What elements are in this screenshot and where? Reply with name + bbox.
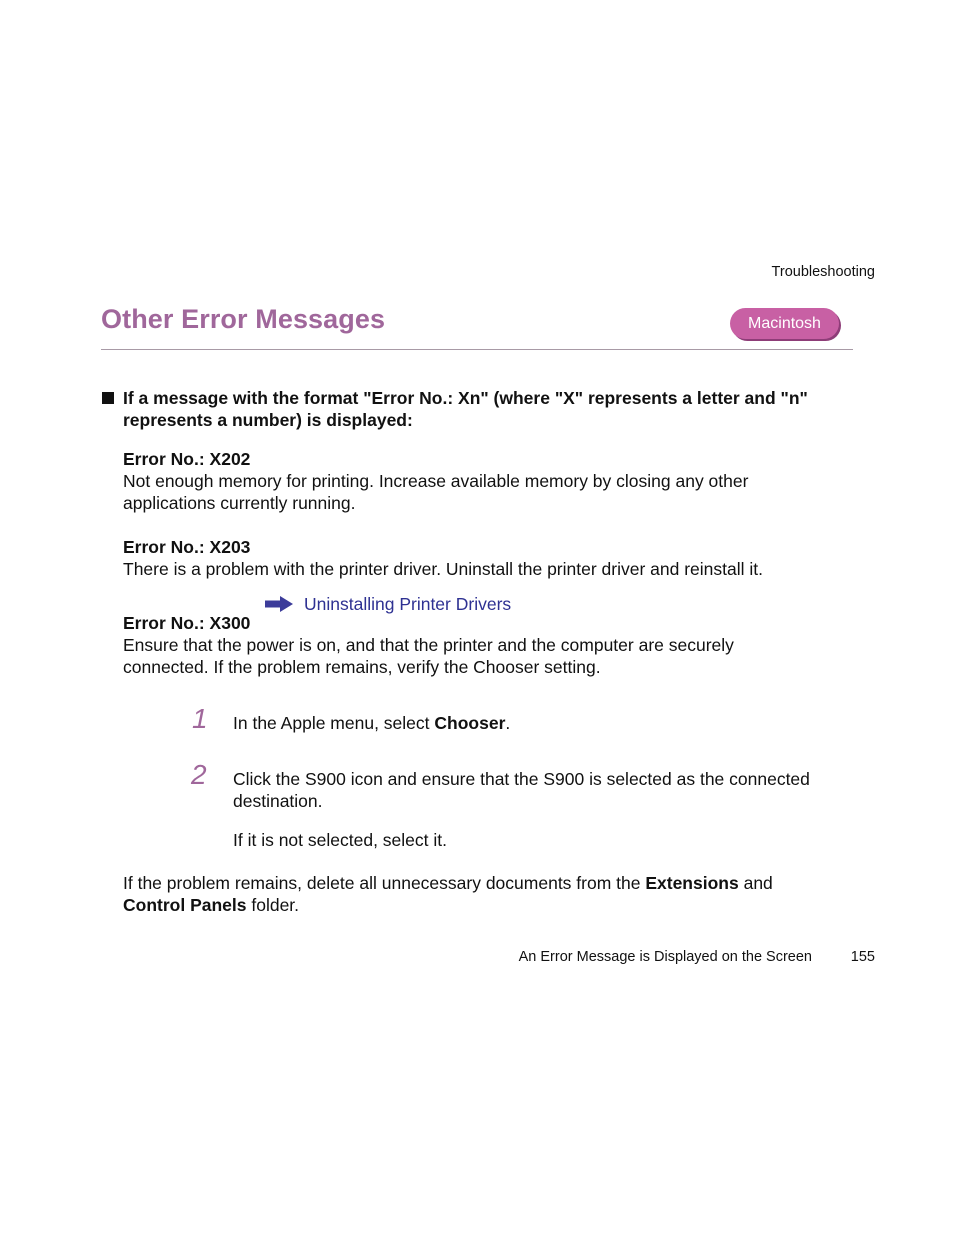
right-arrow-icon [265,596,293,612]
step-text-line: Click the S900 icon and ensure that the S900 is selected as the connected [233,769,810,789]
error-description-line: applications currently running. [123,493,356,513]
section-heading [123,387,863,431]
link-label[interactable]: Uninstalling Printer Drivers [304,594,512,614]
step-number: 2 [191,759,207,790]
step-number: 1 [192,703,208,734]
step-note: If it is not selected, select it. [233,830,447,850]
page-title: Other Error Messages [101,304,386,334]
error-entry-x202 [123,448,863,514]
footer-chapter-title: An Error Message is Displayed on the Screen [518,949,812,965]
section-heading-line: If a message with the format "Error No.: Xn" (where "X" represents a letter and "n" [123,388,808,408]
closing-text: folder. [246,895,300,915]
error-description-line: connected. If the problem remains, verify the Chooser setting. [123,657,601,677]
error-description-line: Ensure that the power is on, and that the printer and the computer are securely [123,635,734,655]
closing-text-bold: Control Panels [123,895,247,915]
error-entry-x300 [123,612,863,678]
platform-badge: Macintosh [730,308,839,339]
step-text-part: . [505,713,511,733]
step-text-line: destination. [233,791,323,811]
closing-text-bold: Extensions [645,873,739,893]
page-number: 155 [850,949,875,965]
closing-line [123,894,863,916]
error-code: Error No.: X300 [123,613,251,633]
step-text-bold: Chooser [434,713,506,733]
closing-text: If the problem remains, delete all unnecessary documents from the [123,873,646,893]
section-heading-line: represents a number) is displayed: [123,410,413,430]
error-entry-x203 [123,536,863,580]
error-description-line: Not enough memory for printing. Increase available memory by closing any other [123,471,749,491]
step-text [233,768,863,812]
error-code: Error No.: X203 [123,537,251,557]
closing-paragraph [123,872,863,916]
square-bullet-icon [102,392,114,404]
step-text [233,712,863,734]
closing-line [123,872,863,894]
section-label: Troubleshooting [771,264,875,280]
closing-text: and [738,873,773,893]
step-text-part: In the Apple menu, select [233,713,435,733]
title-divider [101,349,853,350]
error-description-line: There is a problem with the printer driver. Uninstall the printer driver and reinstall it. [123,559,763,579]
error-code: Error No.: X202 [123,449,251,469]
